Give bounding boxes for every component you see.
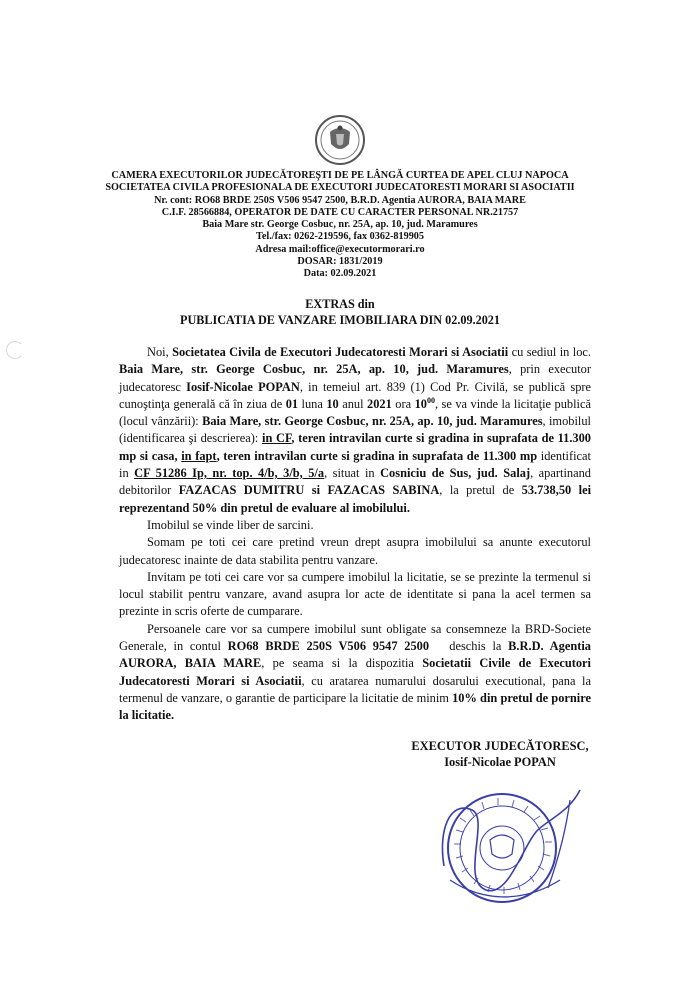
p1-text-4: , in temeiul art. 839 (1) Cod Pr. Civilă, se publică spre cunoştinţa generală că în ziua de	[119, 379, 592, 411]
p5-bank: B.R.D. Agentia AURORA, BAIA MARE	[119, 639, 591, 671]
p1-debtors: FAZACAS DUMITRU si FAZACAS SABINA	[178, 483, 440, 498]
header-society: SOCIETATEA CIVILA PROFESIONALA DE EXECUTORI JUDECATORESTI MORARI SI ASOCIATII	[105, 182, 575, 194]
title-publicatia: PUBLICATIA DE VANZARE IMOBILIARA DIN 02.09.2021	[180, 313, 500, 327]
p1-day: 01	[285, 396, 299, 411]
p1-executor-name: Iosif-Nicolae POPAN	[186, 379, 300, 394]
p1-month: 10	[326, 396, 339, 411]
p1-text-6: anul	[338, 396, 368, 411]
p1-hour-minutes: 00	[426, 395, 435, 405]
p5-text-2: deschis la	[429, 639, 509, 654]
paragraph-announcement	[119, 344, 591, 517]
p1-sale-place: Baia Mare, str. George Cosbuc, nr. 25A, ap. 10, jud. Maramures	[202, 414, 543, 429]
header-account: Nr. cont: RO68 BRDE 250S V506 9547 2500, B.R.D. Agentia AURORA, BAIA MARE	[154, 194, 526, 206]
header-email: Adresa mail:office@executormorari.ro	[255, 243, 425, 255]
p1-text-3: , prin executor judecatoresc	[119, 362, 591, 394]
p1-fapt-description: , teren intravilan curte si gradina in suprafata de 11.300 mp	[216, 448, 538, 463]
p1-text-8: , se va vinde la licitaţie publică (locul vânzării):	[119, 396, 591, 429]
p1-cf-number: CF 51286 Ip, nr. top. 4/b, 3/b, 5/a	[134, 466, 325, 481]
p1-text-5: luna	[298, 396, 327, 411]
p1-text-11: , situat in	[324, 466, 381, 481]
title-extras: EXTRAS din	[305, 297, 375, 311]
p1-price: 53.738,50 lei reprezentand 50% din pretul de evaluare al imobilului.	[119, 483, 592, 515]
p5-text-1: Persoanele care vor sa cumpere imobilul sunt obligate sa consemneze la BRD-Societe Generale, in contul	[119, 621, 591, 654]
coat-of-arms-seal	[314, 114, 366, 166]
header-dosar: DOSAR: 1831/2019	[297, 256, 383, 268]
p1-text-1: Noi,	[147, 345, 173, 359]
p1-text-12: , apartinand debitorilor	[119, 466, 591, 498]
p5-society: Societatii Civile de Executori Judecatoresti Morari si Asociatii	[119, 656, 591, 688]
p1-text-10: identificat in	[119, 448, 591, 481]
p1-in-fapt: in fapt	[181, 448, 217, 463]
p1-text-13: , la pretul de	[439, 483, 522, 498]
p5-guarantee-percent: 10% din pretul de pornire la licitatie.	[119, 690, 592, 723]
paragraph-summons: Somam pe toti cei care pretind vreun drept asupra imobilului sa anunte executorul judecatoresc inainte de data stabilita pentru vanzare.	[119, 535, 591, 567]
p1-address: Baia Mare, str. George Cosbuc, nr. 25A, ap. 10, jud. Maramures	[119, 362, 509, 377]
signature-block	[380, 738, 620, 770]
p1-hour-value: 10	[414, 396, 427, 411]
p1-text-2: cu sediul in loc.	[508, 345, 591, 359]
p1-location: Cosniciu de Sus, jud. Salaj	[380, 466, 531, 481]
p1-society-name: Societatea Civila de Executori Judecatoresti Morari si Asociatii	[172, 345, 509, 359]
header-cif: C.I.F. 28566884, OPERATOR DE DATE CU CARACTER PERSONAL NR.21757	[161, 206, 519, 218]
p1-cf-description: , teren intravilan curte si gradina in suprafata de 11.300 mp si casa,	[119, 431, 592, 463]
document-title	[60, 296, 620, 328]
p1-in-cf: in CF	[262, 431, 292, 446]
signature-name: Iosif-Nicolae POPAN	[444, 755, 556, 769]
header-address: Baia Mare str. George Cosbuc, nr. 25A, ap. 10, jud. Maramures	[202, 219, 478, 231]
p5-text-3: , pe seama si la dispozitia	[261, 656, 423, 671]
header-date: Data: 02.09.2021	[303, 268, 377, 280]
header-phone: Tel./fax: 0262-219596, fax 0362-819905	[256, 231, 424, 243]
scan-edge-mark	[6, 341, 24, 359]
p1-year: 2021	[367, 396, 392, 411]
p1-hour	[415, 397, 435, 411]
paragraph-no-encumbrances: Imobilul se vinde liber de sarcini.	[147, 517, 314, 532]
signature-title: EXECUTOR JUDECĂTORESC,	[411, 739, 589, 753]
executor-stamp-signature	[420, 770, 590, 920]
p5-text-4: , cu aratarea numarului dosarului executional, pana la termenul de vanzare, o garantie de participare la licitatie de minim	[119, 673, 591, 705]
header-chamber: CAMERA EXECUTORILOR JUDECĂTOREŞTI DE PE LÂNGĂ CURTEA DE APEL CLUJ NAPOCA	[111, 170, 569, 181]
p5-account: RO68 BRDE 250S V506 9547 2500	[227, 639, 430, 654]
document-header	[60, 170, 620, 281]
paragraph-guarantee	[119, 621, 591, 725]
p1-text-9: , imobilul (identificarea şi descrierea):	[119, 414, 591, 446]
document-body	[119, 344, 591, 725]
paragraph-invitation: Invitam pe toti cei care vor sa cumpere imobilul la licitatie, se se prezinte la termenul si locul stabilit pentru vanzare, avand asupra lor acte de identitate si pana la acel termen sa prezinte in scris oferte de cumparare.	[119, 569, 591, 619]
p1-text-7: ora	[391, 396, 415, 411]
